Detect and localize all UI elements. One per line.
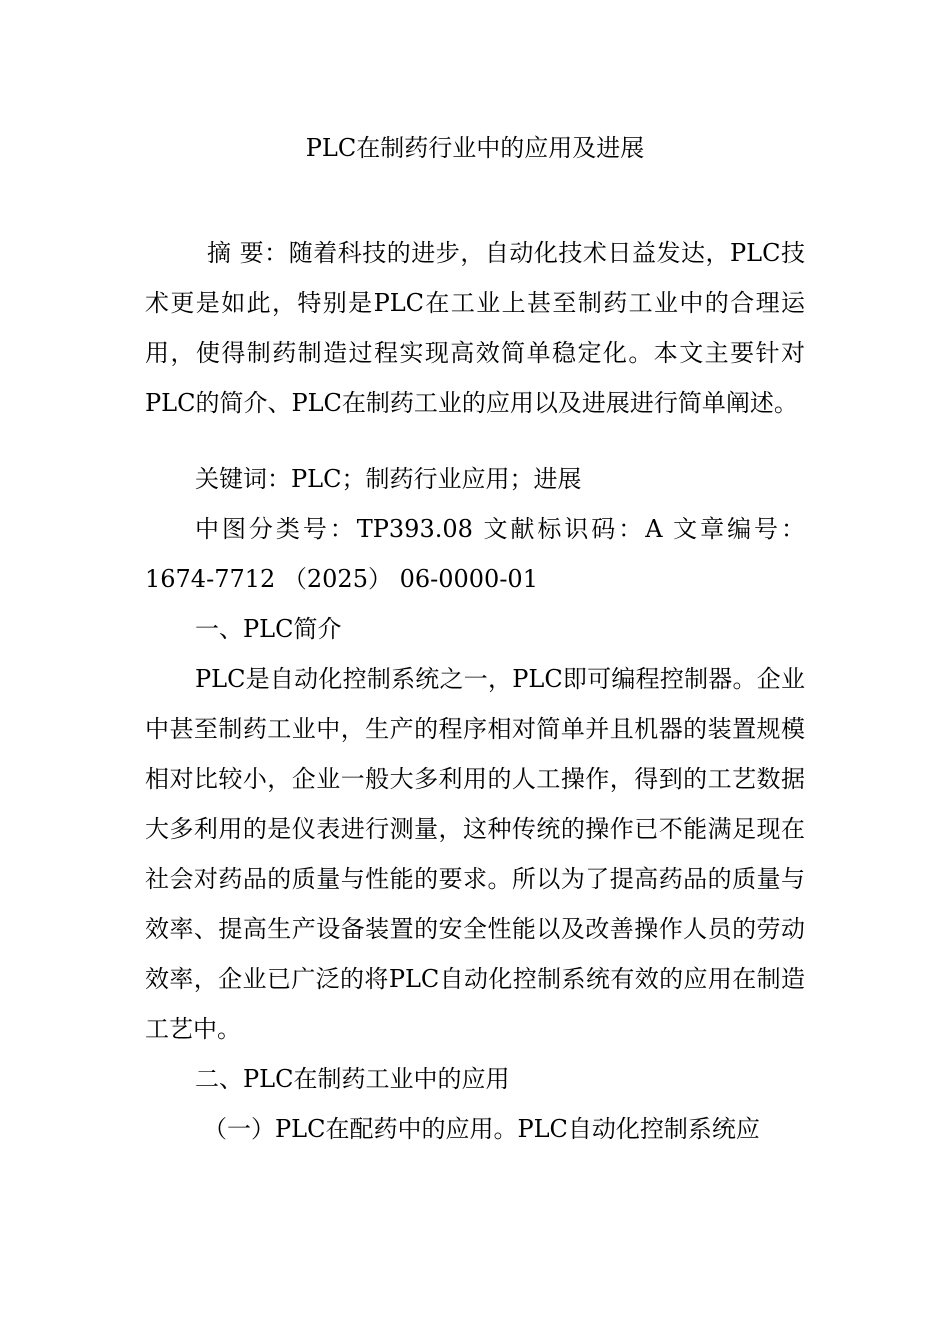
classification-line: 中图分类号：TP393.08 文献标识码：A 文章编号：1674-7712 （2025） 06-0000-01 — [145, 515, 805, 593]
section2-heading: 二、PLC在制药工业中的应用 — [195, 1065, 510, 1093]
section1-paragraph: PLC是自动化控制系统之一，PLC即可编程控制器。企业中甚至制药工业中，生产的程序相对简单并且机器的装置规模相对比较小，企业一般大多利用的人工操作，得到的工艺数据大多利用的是仪表进行测量，这种传统的操作已不能满足现在社会对药品的质量与性能的要求。所以为了提高药品的质量与效率、提高生产设备装置的安全性能以及改善操作人员的劳动效率，企业已广泛的将PLC自动化控制系统有效的应用在制造工艺中。 — [145, 665, 805, 1043]
keywords-line: 关键词：PLC；制药行业应用；进展 — [195, 465, 582, 493]
abstract-paragraph: 摘 要：随着科技的进步，自动化技术日益发达，PLC技术更是如此，特别是PLC在工业上甚至制药工业中的合理运用，使得制药制造过程实现高效简单稳定化。本文主要针对PLC的简介、PLC在制药工业的应用以及进展进行简单阐述。 — [145, 239, 805, 417]
section1-heading: 一、PLC简介 — [195, 615, 342, 643]
document-body — [145, 228, 805, 1154]
subsection1-paragraph: （一）PLC在配药中的应用。PLC自动化控制系统应 — [203, 1115, 760, 1143]
document-title: PLC在制药行业中的应用及进展 — [305, 134, 645, 162]
